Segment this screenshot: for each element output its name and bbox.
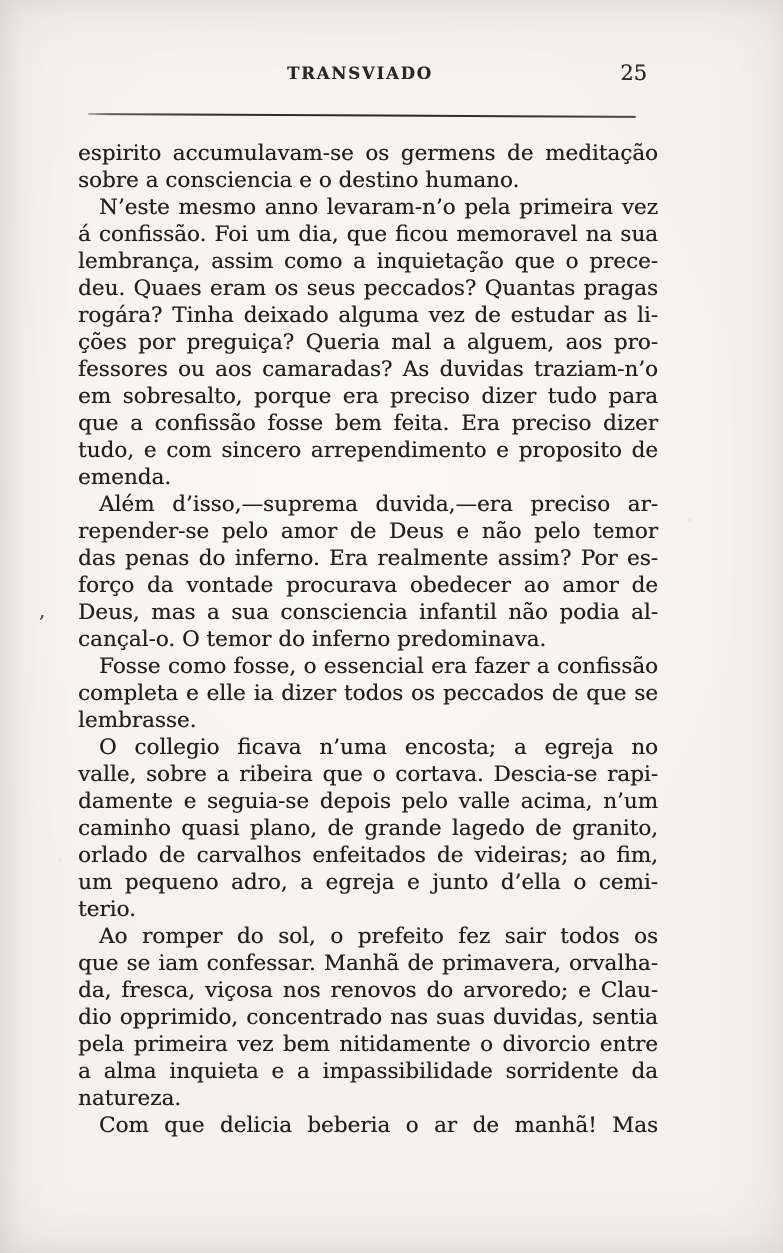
text-line: orlado de carvalhos enfeitados de videiras; ao fim,: [78, 843, 658, 868]
text-line: Deus, mas a sua consciencia infantil não podia al-: [78, 600, 658, 625]
text-line: forço da vontade procurava obedecer ao amor de: [78, 573, 658, 598]
text-line: espirito accumulavam-se os germens de meditação: [78, 141, 658, 166]
text-line: completa e elle ia dizer todos os peccados de que se: [78, 681, 658, 706]
text-line: deu. Quaes eram os seus peccados? Quantas pragas: [78, 276, 658, 301]
running-title: TRANSVIADO: [287, 64, 433, 83]
text-line: cançal-o. O temor do inferno predominava.: [78, 627, 547, 652]
text-line: da, fresca, viçosa nos renovos do arvoredo; e Clau-: [78, 978, 658, 1003]
text-line: rogára? Tinha deixado alguma vez de estudar as li-: [78, 303, 658, 328]
paragraph: [78, 653, 658, 734]
text-line: das penas do inferno. Era realmente assim? Por es-: [78, 546, 658, 571]
text-line: valle, sobre a ribeira que o cortava. Descia-se rapi-: [78, 762, 658, 787]
text-line: fessores ou aos camaradas? As duvidas traziam-n’o: [78, 357, 658, 382]
body-text: [78, 140, 658, 1139]
text-line: a alma inquieta e a impassibilidade sorridente da: [78, 1059, 658, 1084]
text-line: Ao romper do sol, o prefeito fez sair todos os: [99, 924, 658, 949]
paragraph: [78, 194, 658, 491]
text-line: Com que delicia beberia o ar de manhã! Mas: [99, 1113, 658, 1138]
margin-speck: ,: [39, 598, 46, 622]
text-line: caminho quasi plano, de grande lagedo de granito,: [78, 816, 658, 841]
text-line: que a confissão fosse bem feita. Era preciso dizer: [78, 411, 658, 436]
paragraph: [78, 491, 658, 653]
page-number: 25: [620, 61, 647, 85]
text-line: dio opprimido, concentrado nas suas duvidas, sentia: [78, 1005, 658, 1030]
text-line: N’este mesmo anno levaram-n’o pela primeira vez: [99, 195, 658, 220]
text-line: O collegio ficava n’uma encosta; a egreja no: [99, 735, 658, 760]
text-line: repender-se pelo amor de Deus e não pelo temor: [78, 519, 658, 544]
text-line: damente e seguia-se depois pelo valle acima, n’um: [78, 789, 658, 814]
paragraph: [78, 1112, 658, 1139]
text-line: que se iam confessar. Manhã de primavera, orvalha-: [78, 951, 658, 976]
paragraph: [78, 140, 658, 194]
text-line: terio.: [78, 897, 136, 922]
text-line: lembrança, assim como a inquietação que o prece-: [78, 249, 658, 274]
text-line: tudo, e com sincero arrependimento e proposito de: [78, 438, 658, 463]
text-line: Além d’isso,—suprema duvida,—era preciso ar-: [99, 492, 658, 517]
text-line: sobre a consciencia e o destino humano.: [78, 168, 520, 193]
text-line: emenda.: [78, 465, 172, 490]
text-line: natureza.: [78, 1086, 182, 1111]
header-rule: [88, 113, 636, 118]
text-line: á confissão. Foi um dia, que ficou memoravel na sua: [78, 222, 658, 247]
text-line: pela primeira vez bem nitidamente o divorcio entre: [78, 1032, 658, 1057]
text-line: ções por preguiça? Queria mal a alguem, aos pro-: [78, 330, 658, 355]
text-line: um pequeno adro, a egreja e junto d’ella o cemi-: [78, 870, 658, 895]
paragraph: [78, 734, 658, 923]
text-line: Fosse como fosse, o essencial era fazer a confissão: [99, 654, 658, 679]
paragraph: [78, 923, 658, 1112]
text-line: lembrasse.: [78, 708, 197, 733]
text-line: em sobresalto, porque era preciso dizer tudo para: [78, 384, 658, 409]
